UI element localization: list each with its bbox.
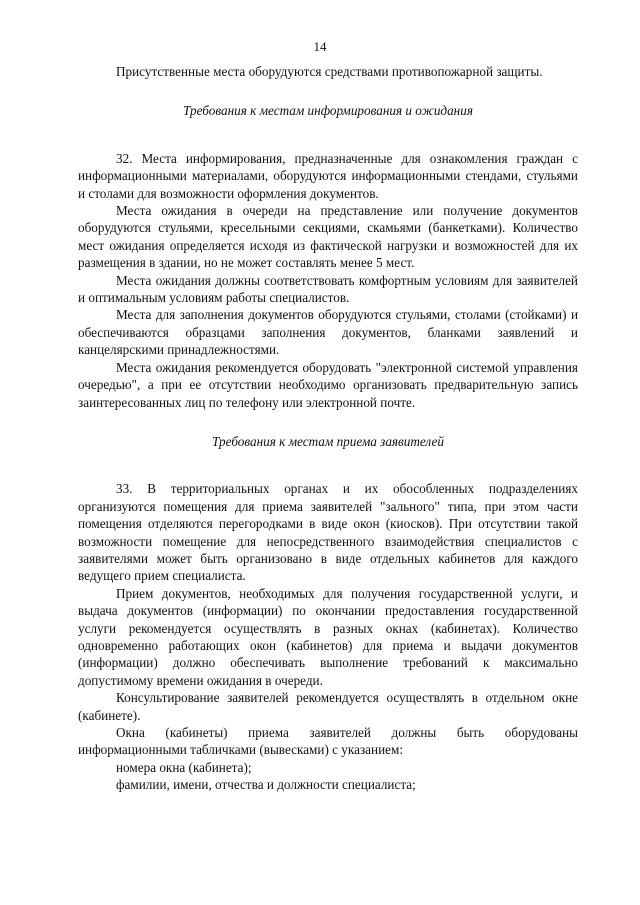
list-item-window-number: номера окна (кабинета); [116, 759, 252, 775]
paragraph-32-2: Места ожидания в очереди на представление или получение документов оборудуются стульями, кресельными секциями, скамьями (банкетками). Количество мест ожидания определяется исходя из фактической нагрузки и возможностей для их размещения в здании, но не может составлять менее 5 мест. [78, 203, 578, 271]
paragraph-32-5: Места ожидания рекомендуется оборудовать "электронной системой управления очередью", а при ее отсутствии необходимо организовать предварительную запись заинтересованных лиц по телефону или электронной почте. [78, 359, 578, 410]
paragraph-32-1: 32. Места информирования, предназначенные для ознакомления граждан с информационными материалами, оборудуются информационными стендами, стульями и столами для возможности оформления документов. [78, 150, 578, 201]
section-heading-reception: Требования к местам приема заявителей [212, 433, 444, 449]
paragraph-32-4: Места для заполнения документов оборудуются стульями, столами (стойками) и обеспечиваются образцами заполнения документов, бланками заявлений и канцелярскими принадлежностями. [78, 307, 578, 358]
paragraph-33-2: Прием документов, необходимых для получения государственной услуги, и выдача документов (информации) по окончании предоставления государственной услуги рекомендуется осуществлять в разных окнах (кабинетах). Количество одновременно работающих окон (кабинетов) для приема и выдачи документов (информации) должно обеспечивать выполнение требований к максимально допустимому времени ожидания в очереди. [78, 585, 578, 688]
section-heading-information: Требования к местам информирования и ожидания [183, 103, 473, 119]
list-item-specialist-name: фамилии, имени, отчества и должности специалиста; [116, 777, 416, 793]
paragraph-32-3: Места ожидания должны соответствовать комфортным условиям для заявителей и оптимальным условиям работы специалистов. [78, 272, 578, 306]
page-number: 14 [313, 39, 327, 54]
paragraph-33-4: Окна (кабинеты) приема заявителей должны быть оборудованы информационными табличками (вывесками) с указанием: [78, 725, 578, 758]
paragraph-fire-safety: Присутственные места оборудуются средствами противопожарной защиты. [116, 64, 543, 79]
paragraph-33-3: Консультирование заявителей рекомендуется осуществлять в отдельном окне (кабинете). [78, 690, 578, 723]
document-body [78, 63, 578, 794]
paragraph-33-1: 33. В территориальных органах и их обособленных подразделениях организуются помещения для приема заявителей "зального" типа, при этом части помещения отделяются перегородками в виде окон (киосков). При отсутствии такой возможности помещение для непосредственного взаимодействия специалистов с заявителями может быть организовано в виде отдельных кабинетов для каждого ведущего прием специалиста. [78, 481, 578, 584]
